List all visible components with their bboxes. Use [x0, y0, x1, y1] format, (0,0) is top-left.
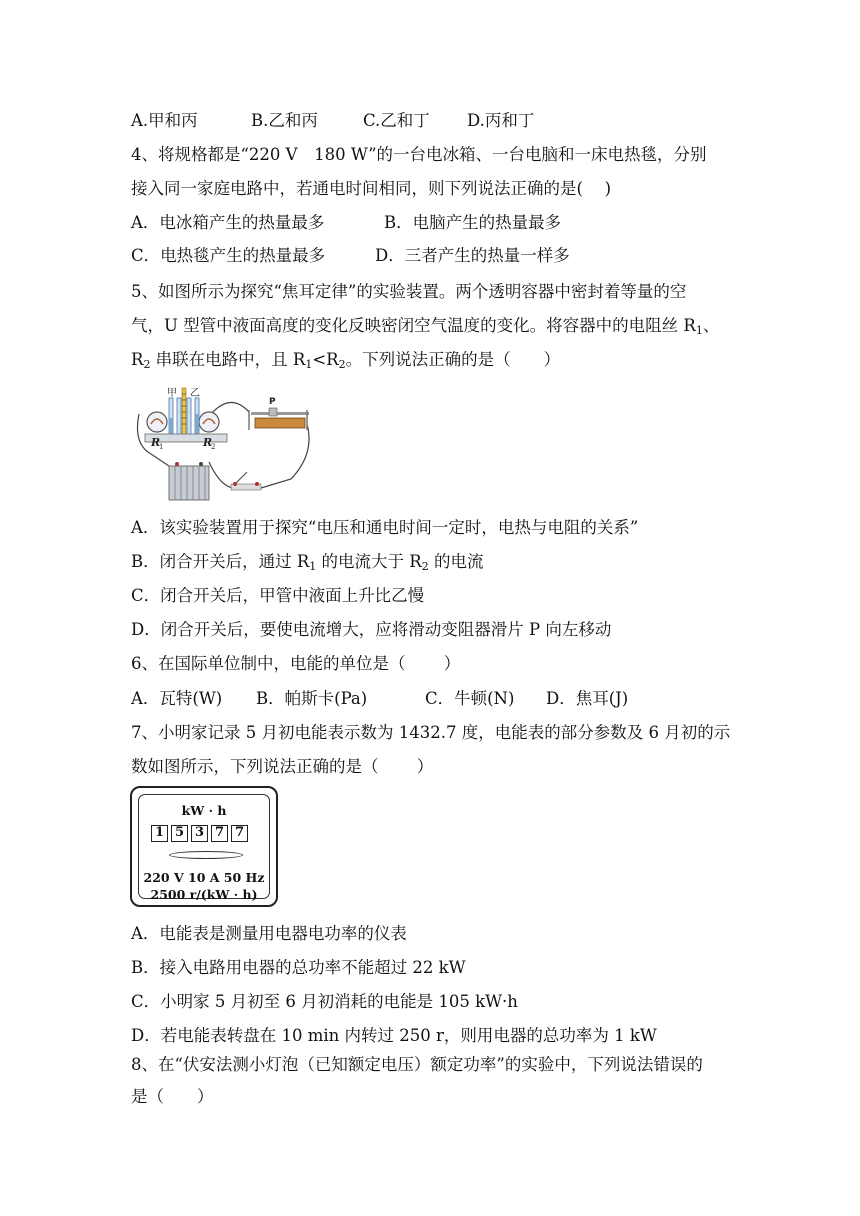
q3-option-b: B.乙和丙	[251, 111, 318, 130]
q6-option-d: D．焦耳(J)	[546, 689, 629, 708]
q5-stem-line3-text: 串联在电路中，且 R	[150, 350, 306, 369]
q5-stem-line3	[131, 349, 560, 376]
fig-label-r2-sub: 2	[211, 443, 216, 451]
q5-option-b-end: 的电流	[428, 552, 484, 571]
q7-option-a: A．电能表是测量用电器电功率的仪表	[131, 924, 407, 943]
meter-panel	[138, 794, 270, 902]
q4-options-row2	[131, 245, 570, 267]
fig-label-yi: 乙	[190, 388, 200, 399]
q3-option-c: C.乙和丁	[363, 111, 430, 130]
meter-digit: 3	[191, 825, 208, 842]
meter-digit: 5	[171, 825, 188, 842]
q6-option-b: B．帕斯卡(Pa)	[256, 689, 368, 708]
q5-sub: 2	[421, 560, 429, 573]
q8-stem-line1: 8、在“伏安法测小灯泡（已知额定电压）额定功率”的实验中，下列说法错误的	[131, 1055, 703, 1074]
q6-option-c: C．牛顿(N)	[425, 689, 515, 708]
q4-option-a: A．电冰箱产生的热量最多	[131, 213, 325, 232]
q5-option-b-text: B．闭合开关后，通过 R	[131, 552, 310, 571]
q5-option-b-mid: 的电流大于 R	[316, 552, 422, 571]
q7-stem-line2: 数如图所示，下列说法正确的是（ ）	[131, 757, 434, 776]
fig-label-r2: R	[203, 436, 213, 449]
q6-option-a: A．瓦特(W)	[131, 689, 223, 708]
q8-stem-line2: 是（ ）	[131, 1087, 214, 1106]
meter-digit: 7	[211, 825, 228, 842]
q5-sub: 1	[695, 324, 703, 337]
meter-digit: 1	[151, 825, 168, 842]
q5-r2-symbol: R	[131, 350, 144, 369]
q4-options-row1	[131, 212, 561, 234]
q5-option-b	[131, 551, 483, 578]
q5-sub: 1	[309, 560, 317, 573]
q5-stem-line1: 5、如图所示为探究“焦耳定律”的实验装置。两个透明容器中密封着等量的空	[131, 282, 687, 301]
q4-option-d: D．三者产生的热量一样多	[375, 246, 570, 265]
q7-option-d: D．若电能表转盘在 10 min 内转过 250 r，则用电器的总功率为 1 kW	[131, 1026, 657, 1045]
q4-option-b: B．电脑产生的热量最多	[384, 213, 562, 232]
q7-option-c: C．小明家 5 月初至 6 月初消耗的电能是 105 kW·h	[131, 992, 518, 1011]
fig-label-p: P	[269, 397, 276, 407]
q6-options	[131, 688, 628, 710]
q4-stem-line2: 接入同一家庭电路中，若通电时间相同，则下列说法正确的是( )	[131, 179, 612, 198]
q5-stem-line2-text: 气，U 型管中液面高度的变化反映密闭空气温度的变化。将容器中的电阻丝 R	[131, 316, 696, 335]
q5-stem-line3-compare: <R	[312, 350, 339, 369]
electric-meter-figure	[130, 786, 278, 907]
q5-option-d: D．闭合开关后，要使电流增大，应将滑动变阻器滑片 P 向左移动	[131, 620, 612, 639]
meter-spec-constant: 2500 r/(kW · h)	[150, 887, 258, 902]
q3-option-d: D.丙和丁	[467, 111, 535, 130]
fig-label-r1: R	[151, 436, 161, 449]
fig-label-jia: 甲	[167, 388, 177, 399]
q5-stem-line2-end: 、	[702, 316, 720, 335]
q7-option-b: B．接入电路用电器的总功率不能超过 22 kW	[131, 958, 466, 977]
fig-label-r1-sub: 1	[159, 443, 164, 451]
q7-stem-line1: 7、小明家记录 5 月初电能表示数为 1432.7 度，电能表的部分参数及 6 月初的示	[131, 723, 731, 742]
meter-digit: 7	[231, 825, 248, 842]
q5-sub: 2	[143, 358, 151, 371]
q5-option-c: C．闭合开关后，甲管中液面上升比乙慢	[131, 586, 425, 605]
q5-sub: 2	[338, 358, 346, 371]
meter-digits	[151, 825, 248, 842]
q3-options	[131, 110, 534, 132]
joule-law-apparatus-figure	[131, 384, 317, 502]
q6-stem: 6、在国际单位制中，电能的单位是（ ）	[131, 654, 461, 673]
meter-unit: kW · h	[181, 803, 227, 818]
q4-stem-line1: 4、将规格都是“220 V 180 W”的一台电冰箱、一台电脑和一床电热毯，分别	[131, 145, 707, 164]
meter-spec-rating: 220 V 10 A 50 Hz	[143, 870, 265, 885]
q5-sub: 1	[305, 358, 313, 371]
q4-option-c: C．电热毯产生的热量最多	[131, 246, 326, 265]
q5-stem-line2	[131, 315, 719, 342]
q5-option-a: A．该实验装置用于探究“电压和通电时间一定时，电热与电阻的关系”	[131, 518, 639, 537]
meter-rotating-disc	[169, 851, 243, 859]
q5-stem-line3-end: 。下列说法正确的是（ ）	[345, 350, 561, 369]
q3-option-a: A.甲和丙	[131, 111, 198, 130]
rheostat	[255, 418, 305, 428]
